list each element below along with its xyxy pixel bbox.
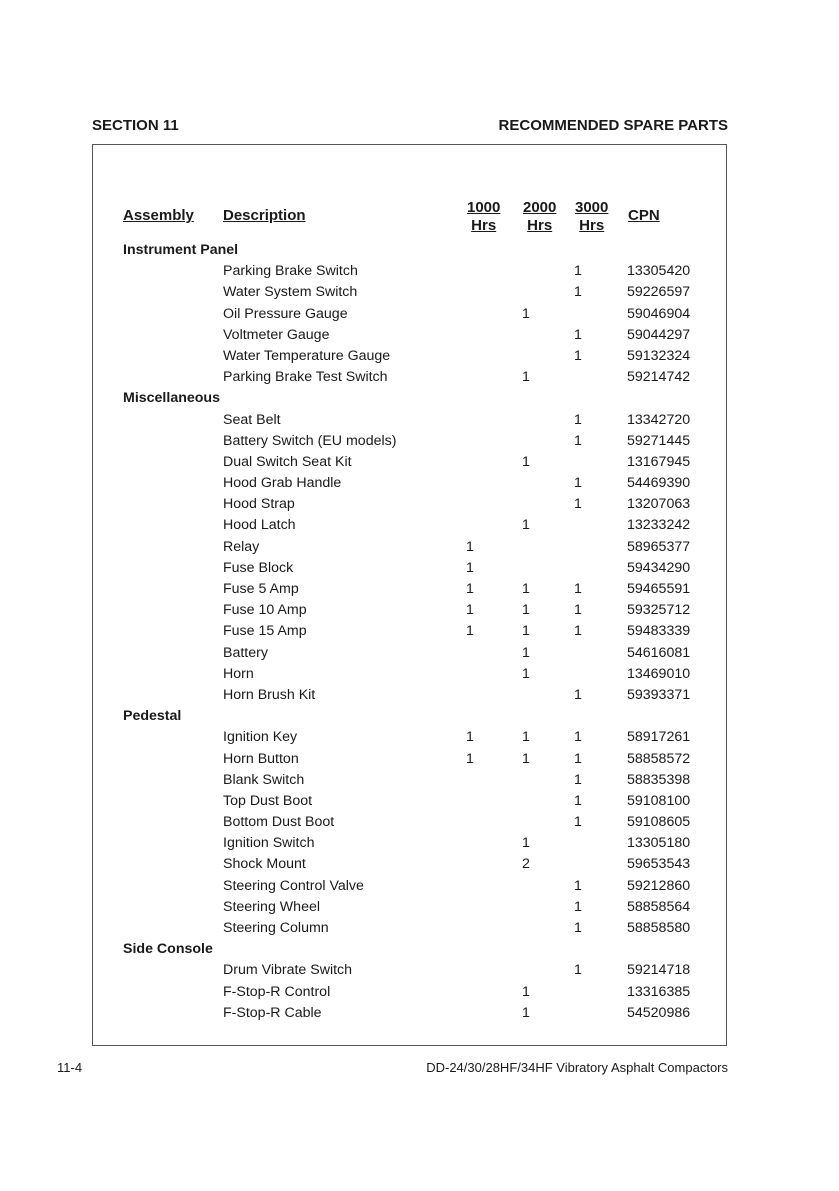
- cell-h3000: 1: [574, 729, 582, 746]
- cell-h3000: 1: [574, 771, 582, 788]
- cell-cpn: 13305420: [627, 263, 691, 280]
- table-row: [93, 918, 726, 939]
- col-1000hrs-bottom: Hrs: [471, 217, 497, 234]
- cell-cpn: 59044297: [627, 326, 691, 343]
- cell-description: Fuse Block: [223, 559, 294, 576]
- table-row: [93, 346, 726, 367]
- assembly-heading-row: [93, 388, 726, 409]
- cell-description: Water System Switch: [223, 284, 358, 301]
- table-row: [93, 558, 726, 579]
- cell-description: Steering Control Valve: [223, 877, 364, 894]
- cell-cpn: 59653543: [627, 856, 691, 873]
- table-row: [93, 431, 726, 452]
- cell-cpn: 59483339: [627, 623, 691, 640]
- cell-cpn: 13207063: [627, 496, 691, 513]
- assembly-heading-row: [93, 939, 726, 960]
- cell-h1000: 1: [466, 602, 474, 619]
- col-3000hrs: [575, 199, 608, 235]
- col-3000hrs-bottom: Hrs: [579, 217, 605, 234]
- col-1000hrs-top: 1000: [467, 199, 501, 216]
- cell-h2000: 1: [522, 305, 530, 322]
- cell-h1000: 1: [466, 729, 474, 746]
- table-row: [93, 854, 726, 875]
- cell-assembly: Pedestal: [123, 708, 182, 725]
- table-row: [93, 749, 726, 770]
- cell-h2000: 1: [522, 517, 530, 534]
- cell-cpn: 13167945: [627, 453, 691, 470]
- cell-h3000: 1: [574, 962, 582, 979]
- assembly-heading-row: [93, 706, 726, 727]
- cell-cpn: 13469010: [627, 665, 691, 682]
- cell-description: Battery Switch (EU models): [223, 432, 397, 449]
- cell-h3000: 1: [574, 326, 582, 343]
- table-row: [93, 897, 726, 918]
- table-row: [93, 515, 726, 536]
- cell-description: Bottom Dust Boot: [223, 814, 335, 831]
- table-row: [93, 537, 726, 558]
- cell-h3000: 1: [574, 792, 582, 809]
- cell-assembly: Side Console: [123, 941, 213, 958]
- cell-h2000: 1: [522, 369, 530, 386]
- cell-h3000: 1: [574, 920, 582, 936]
- cell-h1000: 1: [466, 581, 474, 597]
- cell-cpn: 58835398: [627, 771, 691, 788]
- table-row: [93, 304, 726, 325]
- cell-cpn: 59132324: [627, 347, 691, 364]
- cell-description: Voltmeter Gauge: [223, 326, 330, 343]
- cell-description: Shock Mount: [223, 856, 306, 873]
- cell-h3000: 1: [574, 347, 582, 364]
- cell-h3000: 1: [574, 750, 582, 767]
- cell-description: Hood Strap: [223, 496, 295, 513]
- table-row: [93, 876, 726, 897]
- table-row: [93, 621, 726, 642]
- cell-description: Oil Pressure Gauge: [223, 305, 348, 322]
- table-row: [93, 325, 726, 346]
- cell-cpn: 54616081: [627, 644, 691, 661]
- col-3000hrs-top: 3000: [575, 199, 609, 216]
- table-row: [93, 727, 726, 748]
- table-row: [93, 812, 726, 833]
- cell-description: Blank Switch: [223, 771, 305, 788]
- cell-cpn: 59393371: [627, 686, 691, 703]
- cell-description: Horn Brush Kit: [223, 686, 316, 703]
- cell-cpn: 59046904: [627, 305, 691, 322]
- cell-cpn: 59212860: [627, 877, 691, 894]
- table-row: [93, 1003, 726, 1024]
- table-row: [93, 600, 726, 621]
- cell-cpn: 13342720: [627, 411, 691, 428]
- table-row: [93, 685, 726, 706]
- cell-description: Fuse 15 Amp: [223, 623, 307, 640]
- col-2000hrs: [523, 199, 556, 235]
- cell-description: Parking Brake Switch: [223, 263, 358, 280]
- col-2000hrs-bottom: Hrs: [527, 217, 553, 234]
- cell-cpn: 59226597: [627, 284, 691, 301]
- cell-cpn: 58965377: [627, 538, 691, 555]
- table-row: [93, 261, 726, 282]
- cell-description: Seat Belt: [223, 411, 281, 428]
- cell-cpn: 54520986: [627, 1004, 691, 1021]
- cell-h3000: 1: [574, 814, 582, 831]
- cell-description: Drum Vibrate Switch: [223, 962, 353, 979]
- cell-cpn: 58917261: [627, 729, 691, 746]
- col-1000hrs: [467, 199, 500, 235]
- col-2000hrs-top: 2000: [523, 199, 557, 216]
- table-row: [93, 791, 726, 812]
- cell-h3000: 1: [574, 623, 582, 640]
- table-row: [93, 664, 726, 685]
- cell-description: Horn Button: [223, 750, 299, 767]
- assembly-heading-row: [93, 240, 726, 261]
- parts-table: [92, 144, 727, 1046]
- cell-h3000: 1: [574, 602, 582, 619]
- cell-h3000: 1: [574, 877, 582, 894]
- table-row: [93, 452, 726, 473]
- cell-description: Relay: [223, 538, 260, 555]
- cell-description: Battery: [223, 644, 268, 661]
- cell-h2000: 1: [522, 644, 530, 661]
- table-row: [93, 770, 726, 791]
- cell-h3000: 1: [574, 284, 582, 301]
- cell-description: Fuse 10 Amp: [223, 602, 307, 619]
- footer-title: DD-24/30/28HF/34HF Vibratory Asphalt Compactors: [426, 1060, 728, 1075]
- table-row: [93, 960, 726, 981]
- cell-cpn: 59108100: [627, 792, 691, 809]
- cell-h3000: 1: [574, 263, 582, 280]
- table-row: [93, 643, 726, 664]
- page-title: RECOMMENDED SPARE PARTS: [498, 117, 728, 134]
- cell-cpn: 58858580: [627, 920, 691, 936]
- cell-h1000: 1: [466, 538, 474, 555]
- section-label: SECTION 11: [92, 117, 179, 134]
- cell-description: Steering Column: [223, 920, 329, 936]
- cell-h2000: 1: [522, 835, 530, 852]
- cell-h1000: 1: [466, 750, 474, 767]
- cell-description: Hood Latch: [223, 517, 296, 534]
- col-cpn: CPN: [628, 207, 660, 224]
- cell-description: Parking Brake Test Switch: [223, 369, 388, 386]
- cell-h2000: 1: [522, 665, 530, 682]
- cell-cpn: 54469390: [627, 475, 691, 492]
- cell-cpn: 13305180: [627, 835, 691, 852]
- cell-cpn: 59214742: [627, 369, 691, 386]
- cell-cpn: 59434290: [627, 559, 691, 576]
- table-row: [93, 494, 726, 515]
- cell-description: Fuse 5 Amp: [223, 581, 299, 597]
- cell-description: Steering Wheel: [223, 898, 320, 915]
- col-description: Description: [223, 207, 306, 224]
- cell-h3000: 1: [574, 475, 582, 492]
- cell-description: F-Stop-R Control: [223, 983, 331, 1000]
- cell-cpn: 59214718: [627, 962, 691, 979]
- cell-description: Ignition Key: [223, 729, 298, 746]
- cell-description: Top Dust Boot: [223, 792, 313, 809]
- cell-h1000: 1: [466, 559, 474, 576]
- cell-h3000: 1: [574, 411, 582, 428]
- table-row: [93, 833, 726, 854]
- table-body: [93, 240, 726, 1024]
- cell-h3000: 1: [574, 581, 582, 597]
- cell-assembly: Instrument Panel: [123, 242, 239, 258]
- table-row: [93, 982, 726, 1003]
- cell-cpn: 58858572: [627, 750, 691, 767]
- table-row: [93, 410, 726, 431]
- cell-cpn: 58858564: [627, 898, 691, 915]
- cell-h3000: 1: [574, 432, 582, 449]
- cell-h2000: 1: [522, 729, 530, 746]
- cell-description: Dual Switch Seat Kit: [223, 453, 352, 470]
- cell-assembly: Miscellaneous: [123, 390, 220, 407]
- cell-description: Water Temperature Gauge: [223, 347, 391, 364]
- cell-h3000: 1: [574, 686, 582, 703]
- table-row: [93, 473, 726, 494]
- cell-description: Hood Grab Handle: [223, 475, 342, 492]
- cell-cpn: 59271445: [627, 432, 691, 449]
- cell-cpn: 59325712: [627, 602, 691, 619]
- cell-h2000: 1: [522, 1004, 530, 1021]
- cell-h3000: 1: [574, 898, 582, 915]
- cell-h2000: 1: [522, 581, 530, 597]
- table-row: [93, 579, 726, 600]
- cell-description: Horn: [223, 665, 254, 682]
- page-number: 11-4: [57, 1060, 83, 1075]
- cell-h2000: 1: [522, 602, 530, 619]
- cell-h2000: 1: [522, 453, 530, 470]
- cell-h3000: 1: [574, 496, 582, 513]
- cell-h2000: 1: [522, 623, 530, 640]
- table-row: [93, 367, 726, 388]
- cell-cpn: 59465591: [627, 581, 691, 597]
- cell-h2000: 1: [522, 983, 530, 1000]
- cell-cpn: 13316385: [627, 983, 691, 1000]
- cell-cpn: 13233242: [627, 517, 691, 534]
- table-row: [93, 282, 726, 303]
- col-assembly: Assembly: [123, 207, 194, 224]
- cell-description: F-Stop-R Cable: [223, 1004, 322, 1021]
- cell-cpn: 59108605: [627, 814, 691, 831]
- cell-h2000: 1: [522, 750, 530, 767]
- cell-h1000: 1: [466, 623, 474, 640]
- cell-description: Ignition Switch: [223, 835, 315, 852]
- cell-h2000: 2: [522, 856, 530, 873]
